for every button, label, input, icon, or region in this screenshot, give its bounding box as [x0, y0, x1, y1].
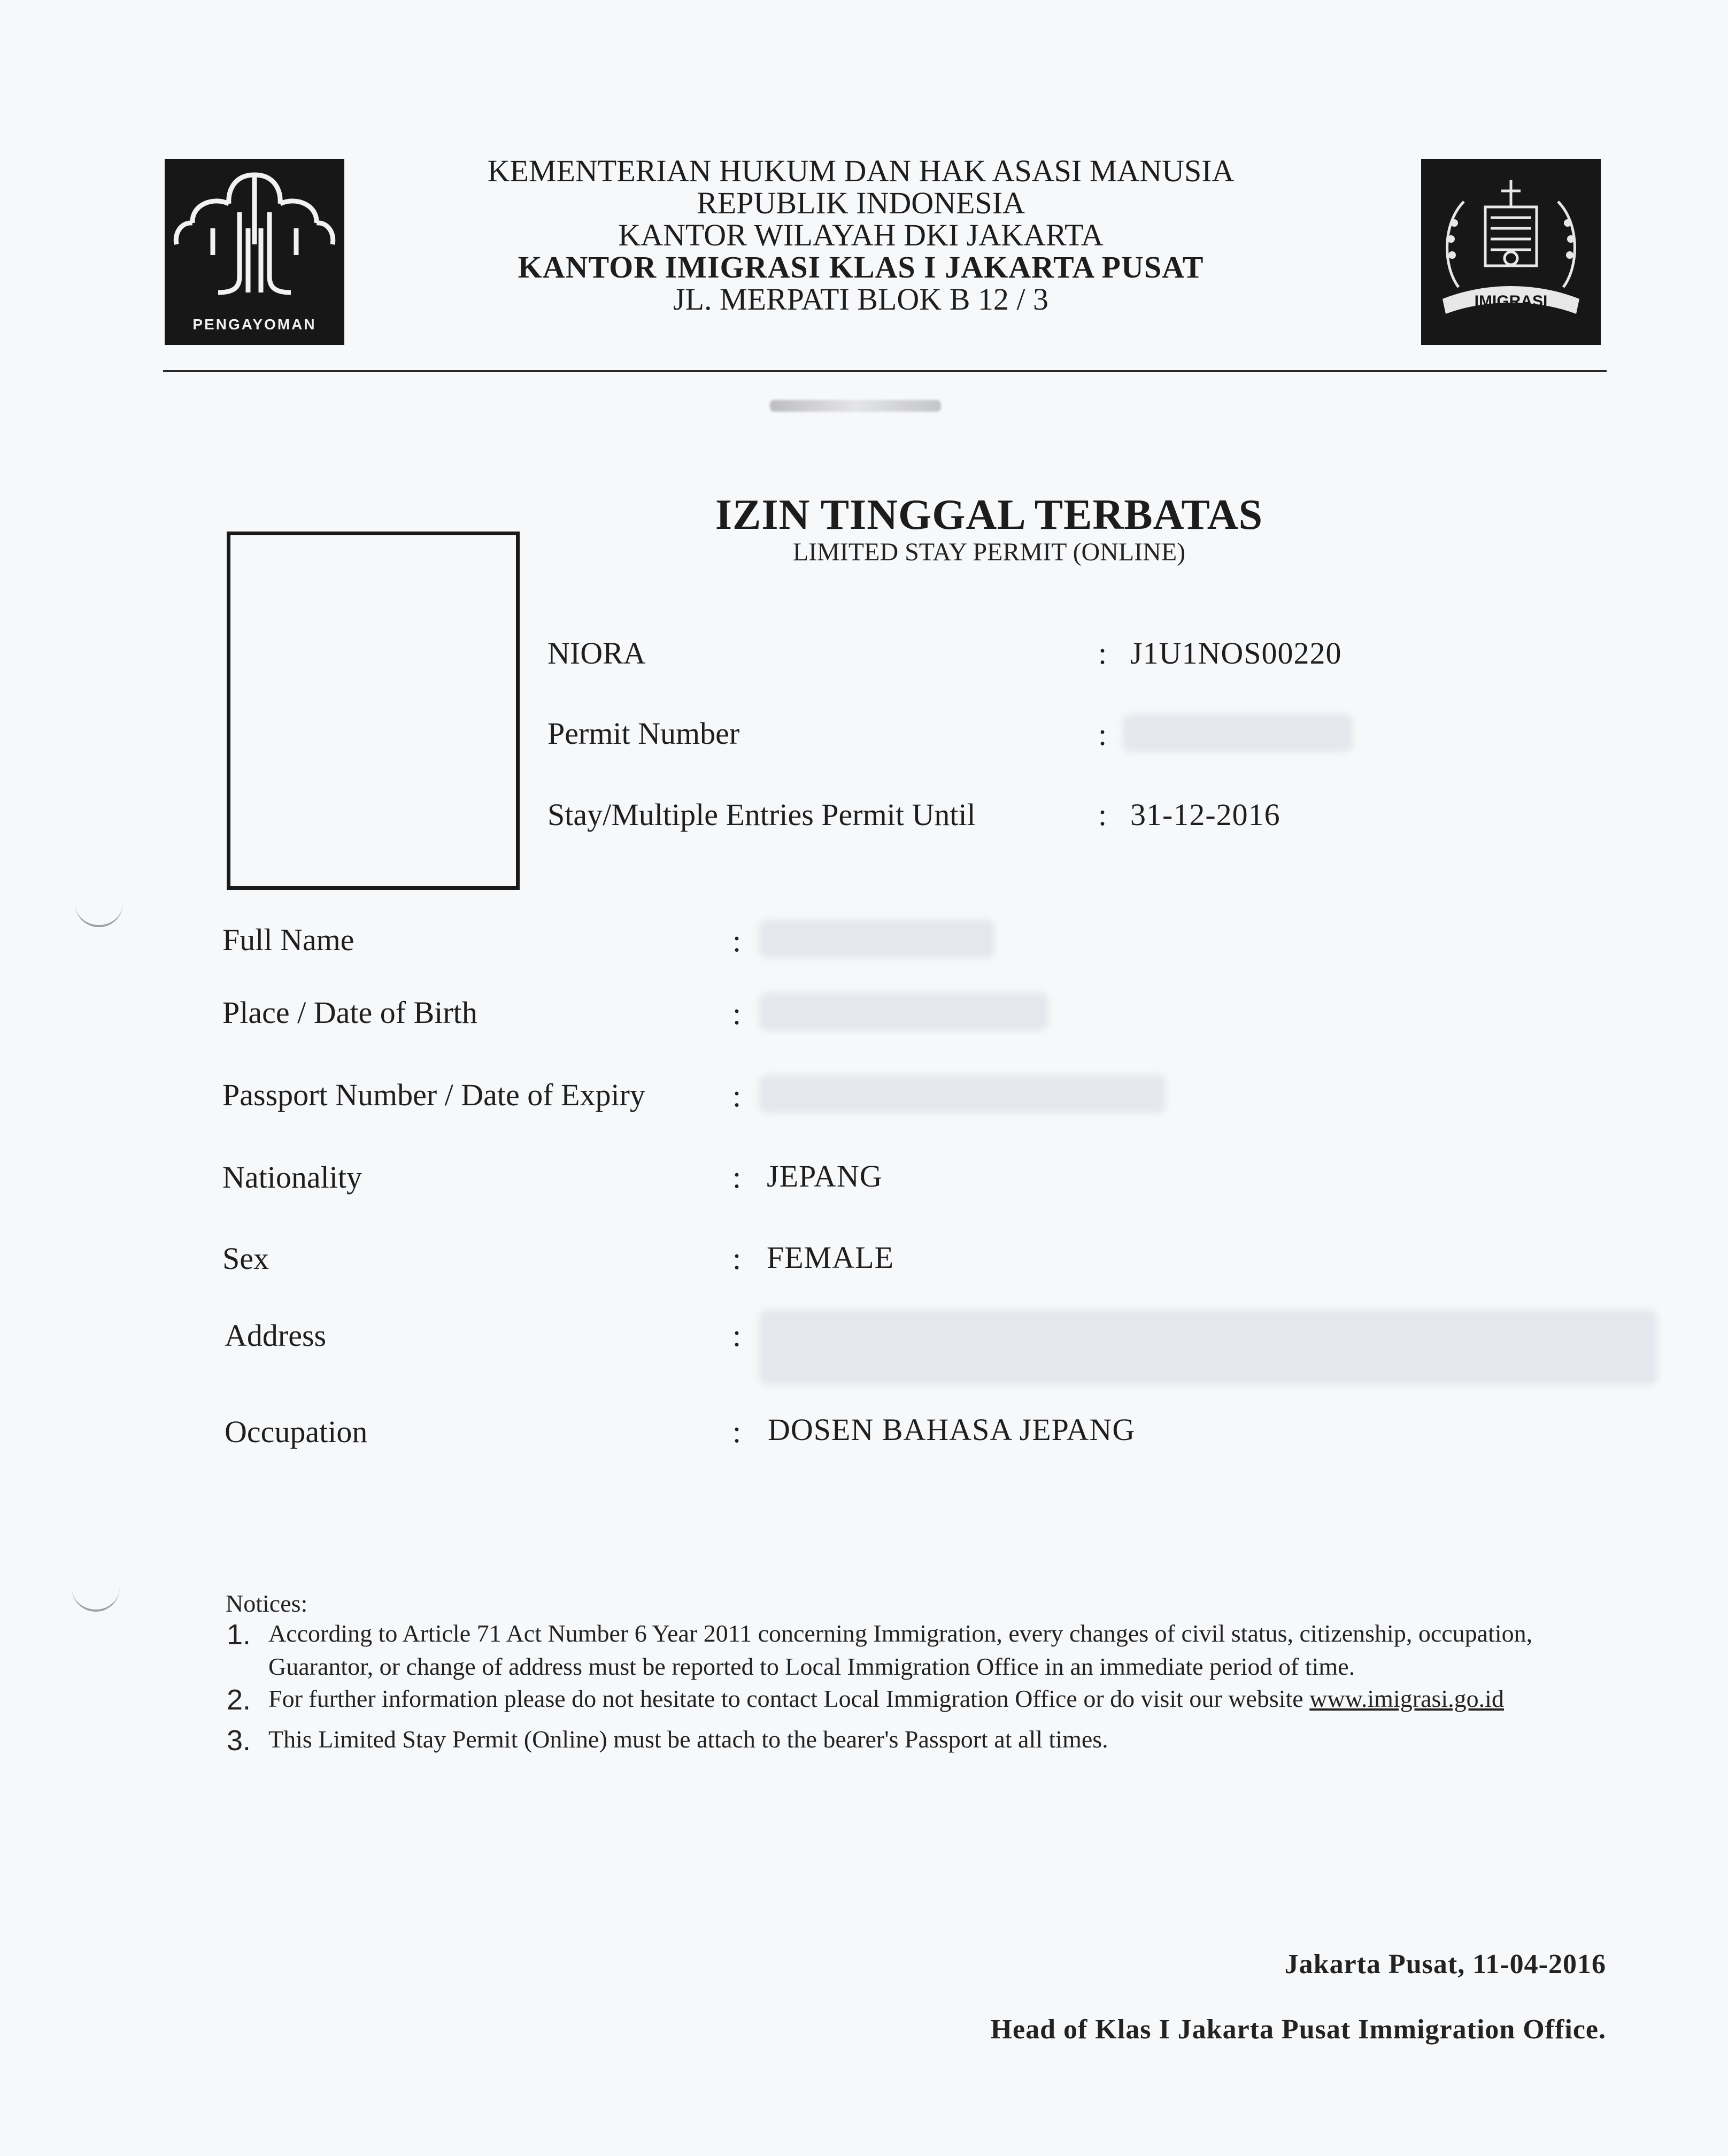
separator: :: [732, 1160, 742, 1195]
notice-number: 2.: [227, 1684, 251, 1716]
separator: :: [732, 923, 742, 958]
niora-label: NIORA: [547, 636, 646, 671]
separator: :: [1098, 797, 1107, 832]
redacted-birth: [759, 992, 1048, 1031]
redacted-permit-number: [1123, 714, 1353, 752]
document-title: IZIN TINGGAL TERBATAS: [715, 491, 1263, 538]
issue-place-date: Jakarta Pusat, 11-04-2016: [1284, 1949, 1606, 1980]
passport-label: Passport Number / Date of Expiry: [222, 1077, 645, 1112]
separator: :: [732, 1241, 742, 1276]
separator: :: [732, 1414, 742, 1449]
separator: :: [732, 996, 742, 1031]
imigrasi-emblem-icon: [1421, 159, 1601, 345]
binder-hole-mark: [72, 1583, 120, 1612]
logo-caption: IMIGRASI: [1474, 292, 1548, 310]
document-subtitle: LIMITED STAY PERMIT (ONLINE): [792, 538, 1186, 566]
occupation-label: Occupation: [225, 1414, 368, 1449]
pengayoman-logo: [165, 159, 344, 345]
binder-hole-mark: [75, 898, 123, 927]
notice-text: For further information please do not hesitate to contact Local Immigration Office or do visit our website: [268, 1685, 1310, 1712]
scan-smudge: [770, 400, 941, 412]
logo-caption: PENGAYOMAN: [192, 316, 317, 333]
separator: :: [1098, 717, 1107, 752]
birth-label: Place / Date of Birth: [222, 995, 477, 1030]
notice-item: [268, 1682, 1637, 1715]
sex-label: Sex: [222, 1241, 269, 1276]
immigration-office: KANTOR IMIGRASI KLAS I JAKARTA PUSAT: [518, 250, 1204, 284]
redacted-address: [759, 1310, 1657, 1385]
country-name: REPUBLIK INDONESIA: [697, 186, 1025, 220]
notice-number: 1.: [227, 1619, 251, 1651]
separator: :: [1098, 636, 1107, 671]
notice-item: According to Article 71 Act Number 6 Year 2011 concerning Immigration, every changes of civil status, citizenship, occupation, Guarantor, or change of address must be reported to Local Immigration Office in an immediate period of time.: [268, 1620, 1533, 1680]
nationality-label: Nationality: [222, 1160, 362, 1195]
header-divider: [163, 370, 1607, 372]
sex-value: FEMALE: [767, 1240, 894, 1275]
website-link[interactable]: www.imigrasi.go.id: [1309, 1685, 1504, 1712]
ministry-name: KEMENTERIAN HUKUM DAN HAK ASASI MANUSIA: [487, 153, 1235, 188]
notice-number: 3.: [227, 1724, 251, 1757]
permit-until-value: 31-12-2016: [1130, 797, 1280, 832]
niora-value: J1U1NOS00220: [1130, 636, 1342, 671]
permit-number-label: Permit Number: [547, 716, 740, 751]
office-address: JL. MERPATI BLOK B 12 / 3: [673, 282, 1048, 317]
redacted-passport: [759, 1075, 1166, 1113]
notice-item: This Limited Stay Permit (Online) must be attach to the bearer's Passport at all times.: [268, 1726, 1108, 1753]
occupation-value: DOSEN BAHASA JEPANG: [768, 1412, 1136, 1447]
full-name-label: Full Name: [222, 922, 354, 957]
separator: :: [732, 1318, 742, 1353]
address-label: Address: [225, 1318, 327, 1353]
notices-heading: Notices:: [226, 1590, 308, 1617]
imigrasi-logo: [1421, 159, 1601, 345]
separator: :: [732, 1079, 742, 1113]
letterhead: [353, 155, 1369, 315]
permit-until-label: Stay/Multiple Entries Permit Until: [547, 797, 976, 832]
regional-office: KANTOR WILAYAH DKI JAKARTA: [618, 218, 1104, 252]
photo-placeholder: [227, 532, 520, 890]
redacted-full-name: [759, 920, 994, 958]
nationality-value: JEPANG: [767, 1159, 883, 1194]
signatory-title: Head of Klas I Jakarta Pusat Immigration Office.: [990, 2014, 1606, 2045]
